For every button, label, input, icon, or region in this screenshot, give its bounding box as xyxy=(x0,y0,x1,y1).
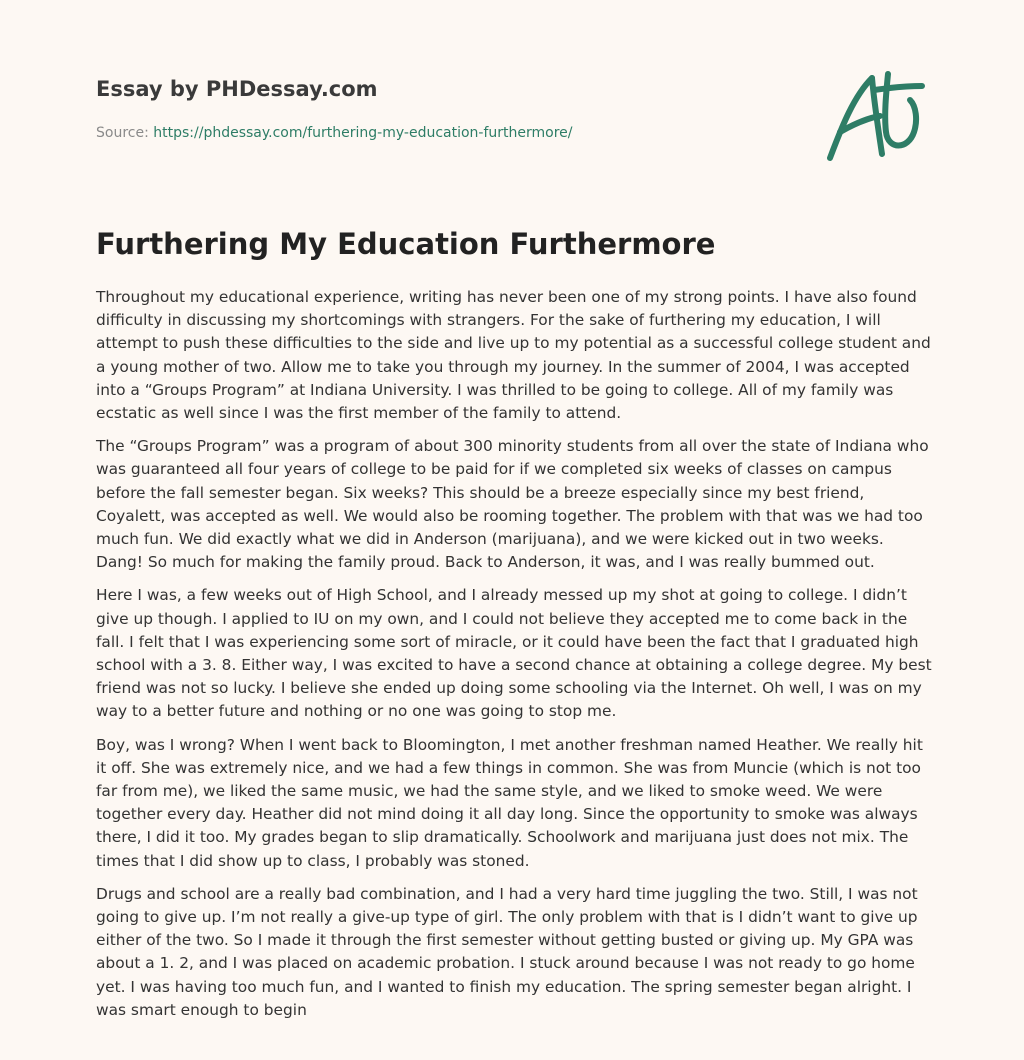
essay-paragraph: The “Groups Program” was a program of about 300 minority students from all over the state of Indiana who was guaranteed all four years of college to be paid for if we completed six weeks of classes on campus before the fall semester began. Six weeks? This should be a breeze especially since my best friend, Coyalett, was accepted as well. We would also be rooming together. The problem with that was we had too much fun. We did exactly what we did in Anderson (marijuana), and we were kicked out in two weeks. Dang! So much for making the family proud. Back to Anderson, it was, and I was really bummed out. xyxy=(96,437,929,572)
essay-paragraph: Boy, was I wrong? When I went back to Bloomington, I met another freshman named Heather. We really hit it off. She was extremely nice, and we had a few things in common. She was from Muncie (which is not too far from me), we liked the same music, we had the same style, and we liked to smoke weed. We were together every day. Heather did not mind doing it all day long. Since the opportunity to smoke was always there, I did it too. My grades began to slip dramatically. Schoolwork and marijuana just does not mix. The times that I did show up to class, I probably was stoned. xyxy=(96,735,923,870)
essay-paragraph: Drugs and school are a really bad combination, and I had a very hard time juggling the two. Still, I was not going to give up. I’m not really a give-up type of girl. The only problem with that is I didn’t want to give up either of the two. So I made it through the first semester without getting busted or giving up. My GPA was about a 1. 2, and I was placed on academic probation. I stuck around because I was not ready to go home yet. I was having too much fun, and I wanted to finish my education. The spring semester began alright. I was smart enough to begin xyxy=(96,884,918,1019)
page-header xyxy=(96,75,796,143)
essay-paragraph: Here I was, a few weeks out of High School, and I already messed up my shot at going to college. I didn’t give up though. I applied to IU on my own, and I could not believe they accepted me to come back in the fall. I felt that I was experiencing some sort of miracle, or it could have been the fact that I graduated high school with a 3. 8. Either way, I was excited to have a second chance at obtaining a college degree. My best friend was not so lucky. I believe she ended up doing some schooling via the Internet. Oh well, I was on my way to a better future and nothing or no one was going to stop me. xyxy=(96,586,932,721)
source-line xyxy=(96,123,796,143)
source-link[interactable]: https://phdessay.com/furthering-my-education-furthermore/ xyxy=(153,125,573,141)
essay-body xyxy=(96,286,932,1032)
essay-title: Furthering My Education Furthermore xyxy=(96,227,716,261)
essay-paragraph: Throughout my educational experience, writing has never been one of my strong points. I have also found difficulty in discussing my shortcomings with strangers. For the sake of furthering my education, I will attempt to push these difficulties to the side and live up to my potential as a successful college student and a young mother of two. Allow me to take you through my journey. In the summer of 2004, I was accepted into a “Groups Program” at Indiana University. I was thrilled to be going to college. All of my family was ecstatic as well since I was the first member of the family to attend. xyxy=(96,288,931,423)
site-brand[interactable]: Essay by PHDessay.com xyxy=(96,77,378,101)
source-label: Source: xyxy=(96,125,154,141)
a-plus-logo-icon xyxy=(822,66,932,166)
